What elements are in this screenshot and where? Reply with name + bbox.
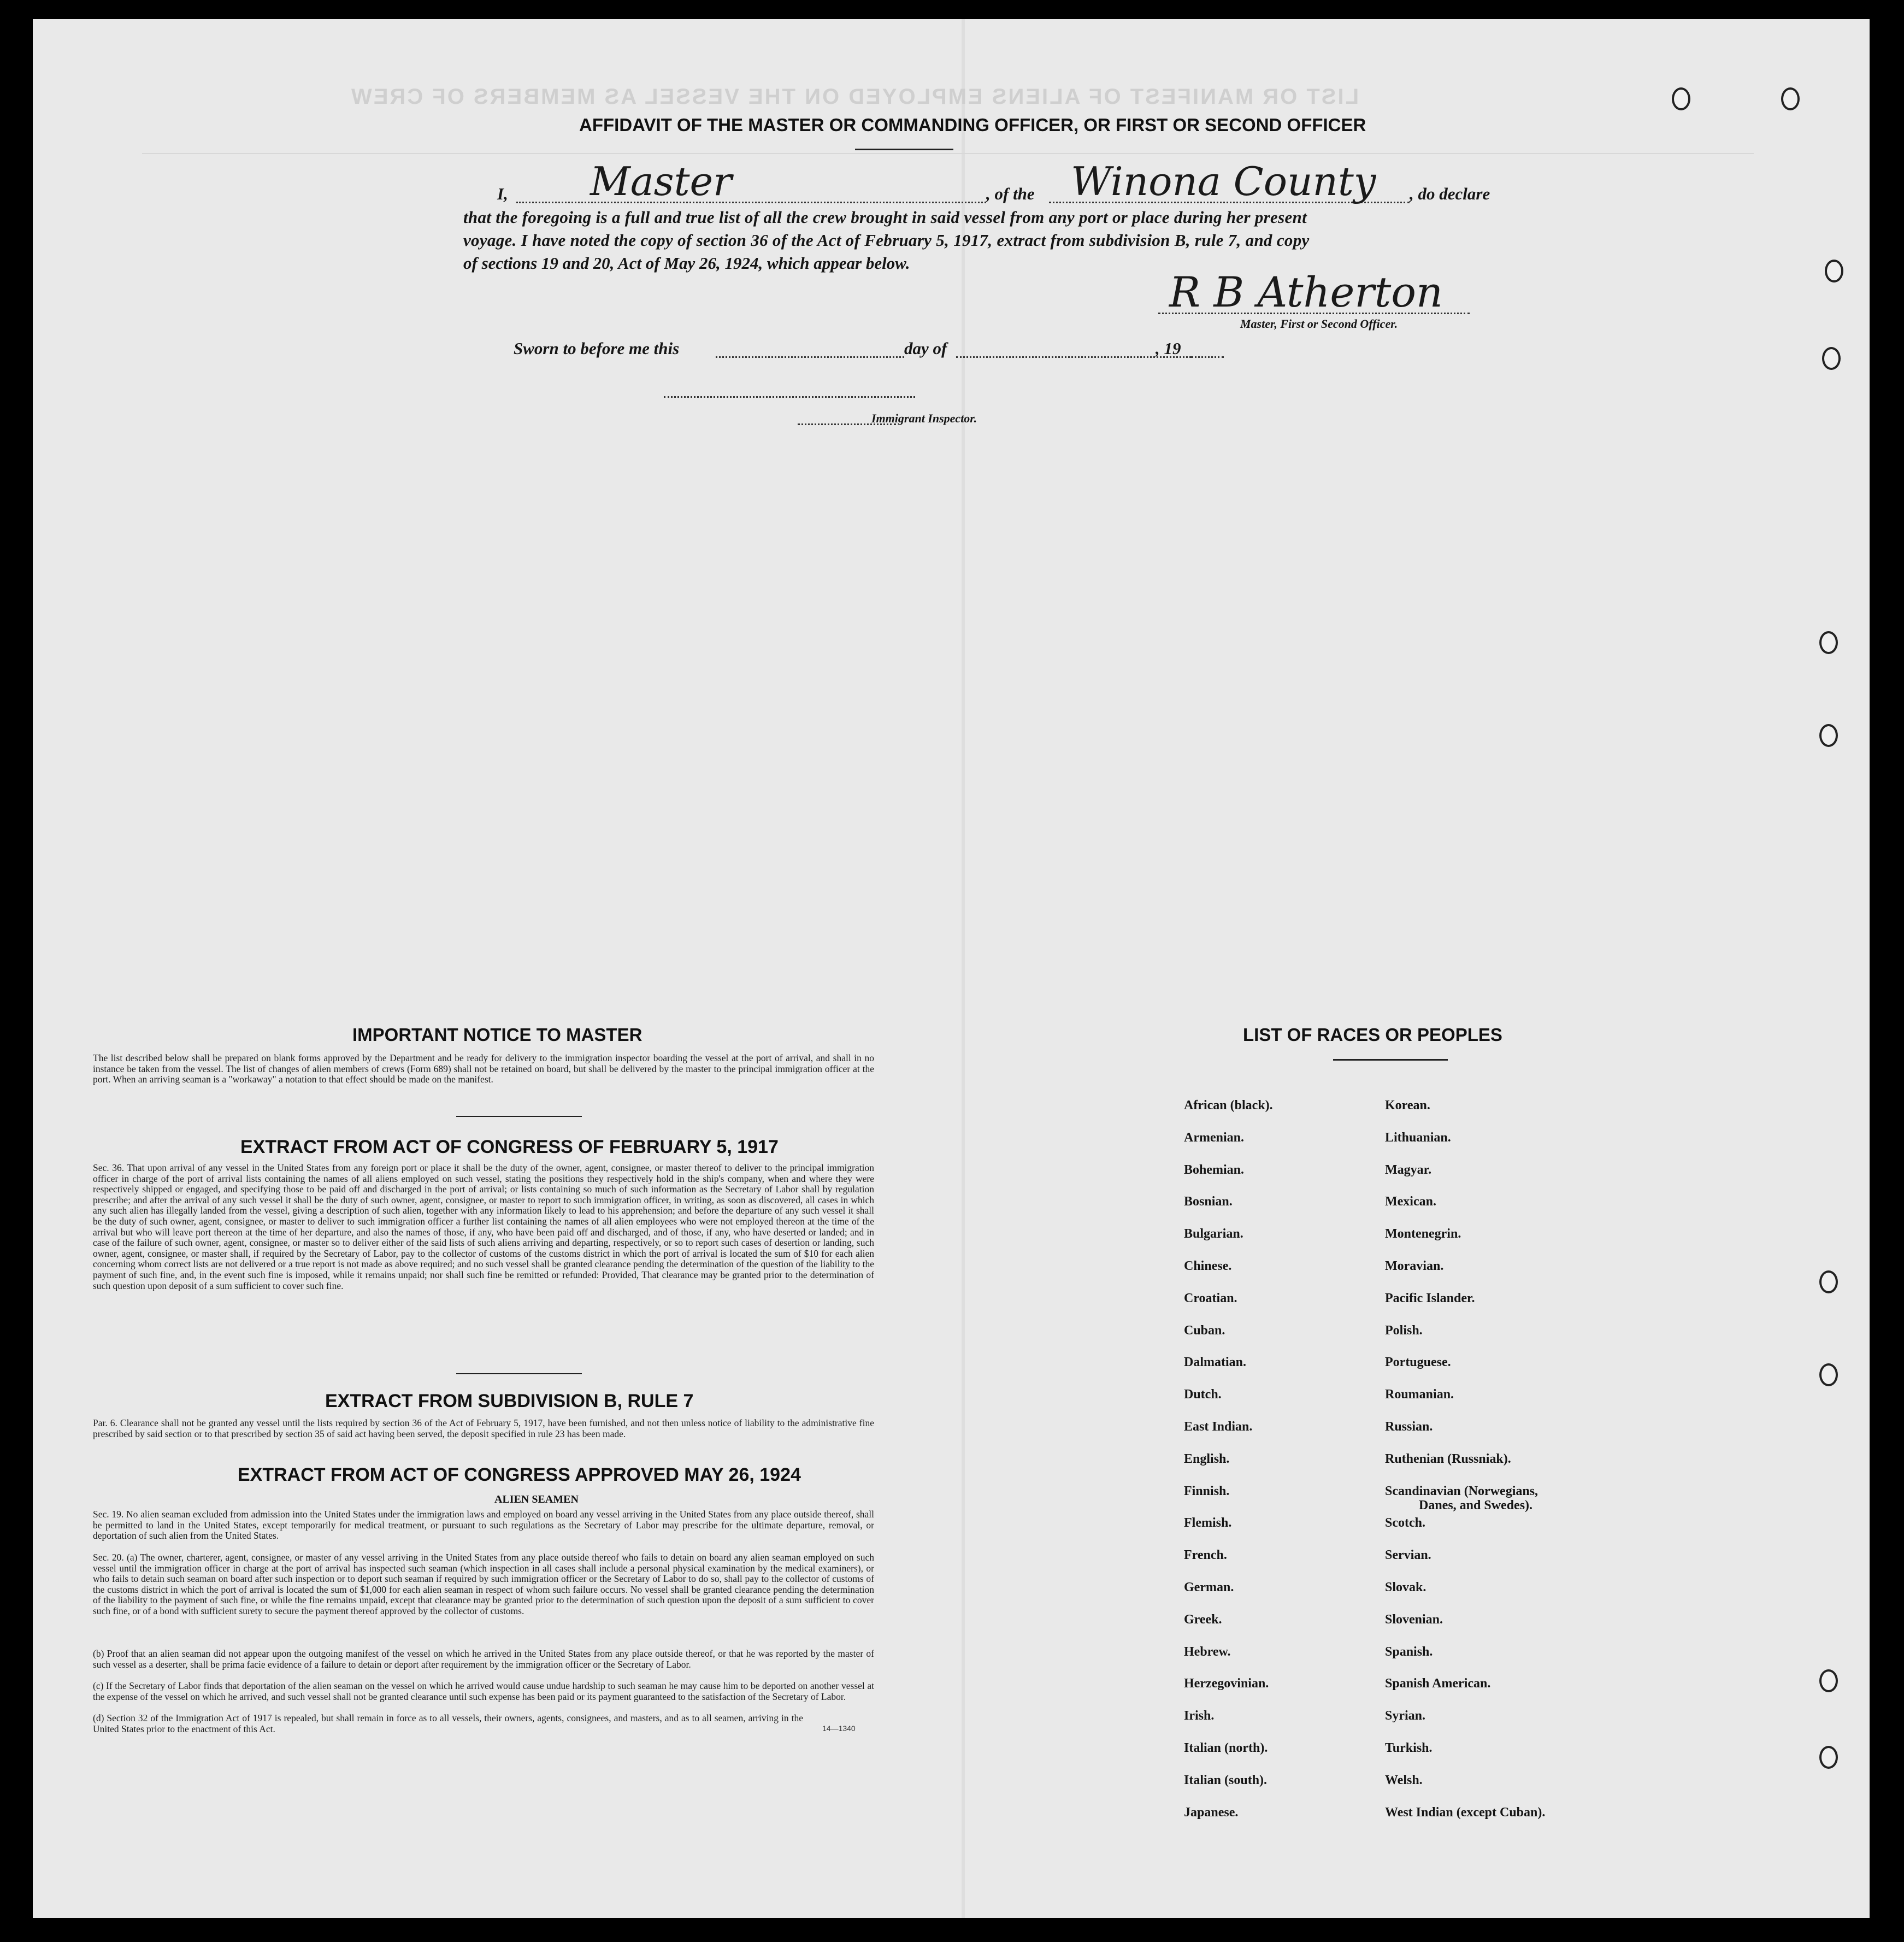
handwritten-vessel-name: Winona County <box>1071 158 1376 204</box>
race-item-left: Armenian. <box>1184 1130 1244 1145</box>
signature-caption: Master, First or Second Officer. <box>1240 317 1398 331</box>
affidavit-line-4: of sections 19 and 20, Act of May 26, 1924, which appear below. <box>463 254 910 273</box>
race-item-left: Hebrew. <box>1184 1644 1231 1659</box>
affidavit-of-the: , of the <box>986 184 1035 203</box>
race-item-left: Italian (south). <box>1184 1773 1268 1787</box>
sec20a-text: Sec. 20. (a) The owner, charterer, agent, consignee, or master of any vessel arriving in the United States from any place outside thereof who fails to detain on board any alien seaman employed on such vessel until the immigration officer in charge at the port of arrival has inspected such seaman (which inspection in all cases shall include a personal physical examination by the medical examiners), or who fails to detain such seaman on board after such inspection or to deport such seaman if required by such immigration officer or the Secretary of Labor to do so, shall pay to the collector of customs of the customs district in which the port of arrival is located the sum of $1,000 for each alien seaman in respect of whom such failure occurs. No vessel shall be granted clearance pending the determination of the liability to the payment of such fine, or while the fine remains unpaid, except that clearance may be granted prior to the determination of such question upon the deposit of a sum sufficient to cover such fine, or of a bond with sufficient surety to secure the payment thereof approved by the collector of customs. <box>93 1552 874 1616</box>
race-item-left: Bosnian. <box>1184 1194 1233 1209</box>
inspector-caption: Immigrant Inspector. <box>871 411 977 425</box>
signature-line <box>1158 313 1470 314</box>
race-item-left: Cuban. <box>1184 1323 1225 1338</box>
punch-hole <box>1781 87 1800 110</box>
race-item-left: Irish. <box>1184 1709 1215 1723</box>
race-item-left: Dalmatian. <box>1184 1355 1246 1370</box>
sec20c-text: (c) If the Secretary of Labor finds that deportation of the alien seaman on the vessel on which he arrived would cause undue hardship to such seaman he may cause him to be deported on another vessel at the expense of the vessel on which he arrived, and such vessel shall not be granted clearance until such expense has been paid or its payment guaranteed to the satisfaction of the Secretary of Labor. <box>93 1680 874 1702</box>
race-item-right: Spanish American. <box>1385 1676 1491 1691</box>
race-item-right: West Indian (except Cuban). <box>1385 1805 1546 1820</box>
punch-hole <box>1672 87 1690 110</box>
race-item-right: Montenegrin. <box>1385 1227 1461 1241</box>
sworn-year-line <box>1191 356 1224 358</box>
punch-hole <box>1822 347 1841 370</box>
race-item-left: East Indian. <box>1184 1420 1253 1434</box>
punch-hole <box>1819 1270 1838 1293</box>
race-item-left: Chinese. <box>1184 1259 1232 1273</box>
race-item-left: Finnish. <box>1184 1484 1230 1498</box>
notice-text: The list described below shall be prepared on blank forms approved by the Department and be ready for delivery to the immigration inspector boarding the vessel at the port of arrival, and shall in no instance be taken from the vessel. The list of changes of alien members of crews (Form 689) shall not be retained on board, but shall be delivered by the master to the principal immigration officer at the port. When an arriving seaman is a "workaway" a notation to that effect should be made on the manifest. <box>93 1052 874 1085</box>
affidavit-title: AFFIDAVIT OF THE MASTER OR COMMANDING OFFICER, OR FIRST OR SECOND OFFICER <box>579 115 1366 135</box>
race-item-right: Lithuanian. <box>1385 1130 1451 1145</box>
sec19-text: Sec. 19. No alien seaman excluded from admission into the United States under the immigration laws and employed on board any vessel arriving in the United States from any place outside thereof, shall be permitted to land in the United States, except temporarily for medical treatment, or pursuant to such regulations as the Secretary of Labor may prescribe for the ultimate departure, removal, or deportation of such alien from the United States. <box>93 1509 874 1541</box>
notice-rule <box>456 1116 582 1117</box>
race-item-left: Greek. <box>1184 1612 1222 1627</box>
races-title: LIST OF RACES OR PEOPLES <box>1243 1025 1502 1045</box>
punch-hole <box>1819 1746 1838 1769</box>
sec20b-text: (b) Proof that an alien seaman did not appear upon the outgoing manifest of the vessel on which he arrived in the United States from any place outside thereof, or that he was reported by the master of such vessel as a deserter, shall be prima facie evidence of a failure to detain or deport after requirement by the immigration officer or the Secretary of Labor. <box>93 1648 874 1670</box>
race-item-right: Portuguese. <box>1385 1355 1451 1370</box>
race-item-left: Dutch. <box>1184 1387 1222 1402</box>
race-item-right: Scotch. <box>1385 1516 1425 1531</box>
race-item-left: Italian (north). <box>1184 1741 1268 1755</box>
sworn-prefix: Sworn to before me this <box>514 339 680 358</box>
race-item-right: Russian. <box>1385 1420 1433 1434</box>
race-item-right: Spanish. <box>1385 1644 1433 1659</box>
race-item-left: Flemish. <box>1184 1516 1232 1531</box>
race-item-right: Pacific Islander. <box>1385 1291 1475 1305</box>
race-item-left: Bulgarian. <box>1184 1227 1243 1241</box>
extract-1917-title: EXTRACT FROM ACT OF CONGRESS OF FEBRUARY 5, 1917 <box>240 1137 779 1157</box>
sworn-day-line <box>716 356 904 358</box>
bleed-through-rule <box>142 153 1754 173</box>
races-title-rule <box>1333 1059 1448 1061</box>
race-item-left: Bohemian. <box>1184 1162 1245 1177</box>
race-item-right: Korean. <box>1385 1098 1430 1113</box>
signature: R B Atherton <box>1169 268 1443 316</box>
race-item-right: Welsh. <box>1385 1773 1423 1787</box>
sworn-year: , 19 <box>1156 339 1181 358</box>
punch-hole <box>1825 260 1843 283</box>
race-item-right: Servian. <box>1385 1548 1431 1563</box>
race-item-right: Moravian. <box>1385 1259 1444 1273</box>
race-item-left: French. <box>1184 1548 1227 1563</box>
race-item-left: Japanese. <box>1184 1805 1239 1820</box>
race-item-right: Slovenian. <box>1385 1612 1443 1627</box>
extract-1917-text: Sec. 36. That upon arrival of any vessel in the United States from any foreign port or place it shall be the duty of the owner, agent, consignee, or master thereof to deliver to the principal immigration officer in charge of the port of arrival lists containing the names of all aliens employed on such vessel, stating the positions they respectively hold in the ship's company, when and where they were respectively shipped or engaged, and specifying those to be paid off and discharged in the port of arrival; or lists containing so much of such information as the Secretary of Labor shall by regulation prescribe; and after the arrival of any such vessel it shall be the duty of such owner, agent, consignee, or master to report to such immigration officer, in writing, as soon as discovered, all cases in which any such alien has illegally landed from the vessel, giving a description of such alien, together with any information likely to lead to his apprehension; and before the departure of any such vessel it shall be the duty of such owner, agent, consignee, or master to deliver to such immigration officer a further list containing the names of all alien employees who were not employed thereon at the time of the arrival but who will leave port thereon at the time of her departure, and also the names of those, if any, who have been paid off and discharged, and of those, if any, who have deserted or landed; and in case of the failure of such owner, agent, consignee, or master so to deliver either of the said lists of such aliens arriving and departing, respectively, or so to report such cases of desertion or landing, such owner, agent, consignee, or master shall, if required by the Secretary of Labor, pay to the collector of customs of the customs district in which the port of arrival is located the sum of $10 for each alien concerning whom correct lists are not delivered or a true report is not made as above required; and no such vessel shall be granted clearance pending the determination of the question of the liability to the payment of such fine, and, in the event such fine is imposed, while it remains unpaid; nor shall such fine be remitted or refunded: Provided, That clearance may be granted prior to the determination of such question upon deposit of a sum sufficient to cover such fine. <box>93 1162 874 1291</box>
affidavit-i-label: I, <box>497 184 508 203</box>
rule7-text: Par. 6. Clearance shall not be granted any vessel until the lists required by section 36 of the Act of February 5, 1917, have been furnished, and not then unless notice of liability to the administrative fine prescribed by said section or to that prescribed by section 35 of said act having been served, the deposit specified in rule 23 has been made. <box>93 1417 874 1439</box>
race-item-right: Magyar. <box>1385 1162 1432 1177</box>
extract-1917-rule <box>456 1373 582 1374</box>
rule7-title: EXTRACT FROM SUBDIVISION B, RULE 7 <box>325 1391 694 1411</box>
race-item-right: Scandinavian (Norwegians, Danes, and Swedes). <box>1385 1484 1538 1513</box>
extract-1924-title: EXTRACT FROM ACT OF CONGRESS APPROVED MAY 26, 1924 <box>238 1464 801 1485</box>
race-item-right: Syrian. <box>1385 1709 1426 1723</box>
punch-hole <box>1819 1363 1838 1386</box>
notice-title: IMPORTANT NOTICE TO MASTER <box>352 1025 642 1045</box>
affidavit-line-2: that the foregoing is a full and true list of all the crew brought in said vessel from any port or place during her present <box>463 208 1307 227</box>
affidavit-do-declare: , do declare <box>1410 184 1490 203</box>
inspector-line <box>664 396 915 398</box>
punch-hole <box>1819 724 1838 747</box>
race-item-right: Roumanian. <box>1385 1387 1454 1402</box>
race-item-right: Polish. <box>1385 1323 1423 1338</box>
race-item-right: Ruthenian (Russniak). <box>1385 1451 1511 1466</box>
race-item-right: Mexican. <box>1385 1194 1436 1209</box>
race-item-left: German. <box>1184 1580 1234 1594</box>
bleed-through-heading: LIST OR MANIFEST OF ALIENS EMPLOYED ON THE VESSEL AS MEMBERS OF CREW <box>350 85 1359 109</box>
race-item-right: Turkish. <box>1385 1741 1433 1755</box>
race-item-left: Croatian. <box>1184 1291 1237 1305</box>
affidavit-title-rule <box>855 149 953 150</box>
handwritten-master: Master <box>590 158 732 204</box>
affidavit-line-3: voyage. I have noted the copy of section 36 of the Act of February 5, 1917, extract from subdivision B, rule 7, and copy <box>463 231 1310 250</box>
sec20d-text: (d) Section 32 of the Immigration Act of 1917 is repealed, but shall remain in force as to all vessels, their owners, agents, consignees, and masters, and as to all seamen, arriving in the United States prior to the enactment of this Act. <box>93 1713 803 1734</box>
race-item-left: English. <box>1184 1451 1230 1466</box>
master-name-line <box>516 202 986 203</box>
sworn-day-of: day of <box>904 339 947 358</box>
document-page <box>33 19 1870 1918</box>
alien-seamen-subtitle: ALIEN SEAMEN <box>494 1493 579 1505</box>
form-number: 14—1340 <box>822 1724 856 1733</box>
race-item-left: Herzegovinian. <box>1184 1676 1269 1691</box>
race-item-left: African (black). <box>1184 1098 1273 1113</box>
race-item-right: Slovak. <box>1385 1580 1426 1594</box>
page-fold <box>962 19 965 1918</box>
punch-hole <box>1819 631 1838 654</box>
punch-hole <box>1819 1669 1838 1692</box>
